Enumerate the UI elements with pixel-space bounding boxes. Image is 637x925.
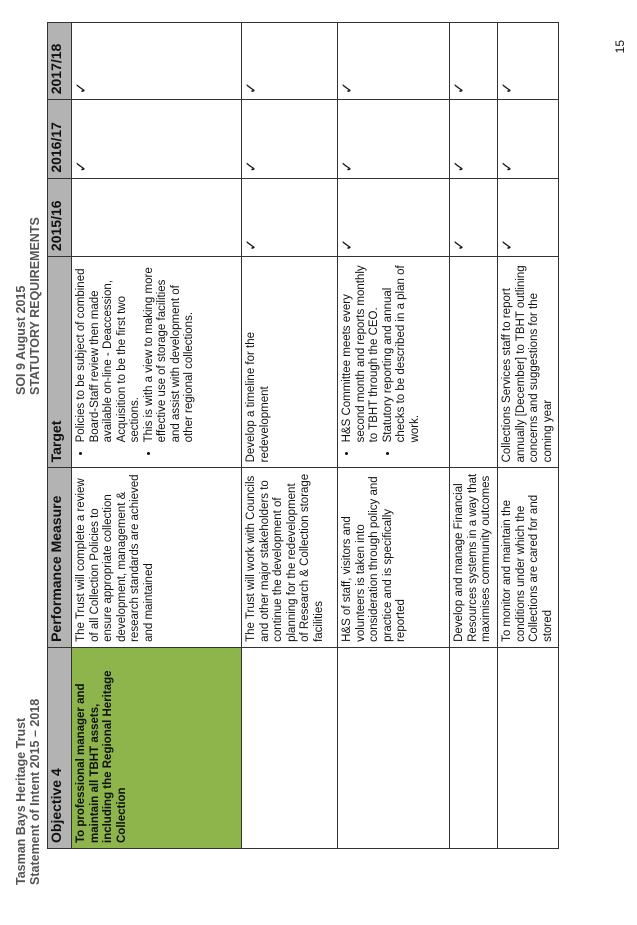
target-list (341, 262, 422, 462)
check-2016-17: ✓ (450, 100, 498, 178)
check-2016-17: ✓ (498, 100, 559, 178)
page-number: 15 (613, 40, 627, 54)
header-objective: Objective 4 (48, 647, 72, 848)
check-2016-17: ✓ (72, 100, 242, 178)
objective-cell-empty (498, 647, 559, 848)
performance-measure-cell: The Trust will complete a review of all Collection Policies to ensure appropriate collection development, management & research standards are achieved and maintained (72, 468, 242, 648)
objective-cell: To professional manager and maintain all TBHT assets, including the Regional Heritage Collection (72, 647, 242, 848)
table-row (450, 23, 498, 849)
table-row (338, 23, 450, 849)
target-cell: Collections Services staff to report annually [December] to TBHT outlining concerns and suggestions for the coming year (498, 257, 559, 468)
table-header-row (48, 23, 72, 849)
check-2016-17: ✓ (338, 100, 450, 178)
performance-measure-cell: Develop and manage Financial Resources systems in a way that maximises community outcomes (450, 468, 498, 648)
check-2016-17: ✓ (242, 100, 338, 178)
table-row (498, 23, 559, 849)
target-list (75, 262, 197, 462)
check-2017-18: ✓ (338, 23, 450, 100)
section-title: STATUTORY REQUIREMENTS (28, 217, 42, 395)
objective-cell-empty (242, 647, 338, 848)
target-cell (72, 257, 242, 468)
table-row (72, 23, 242, 849)
document-title: Statement of Intent 2015 – 2018 (28, 698, 42, 885)
performance-measure-cell: H&S of staff, visitors and volunteers is taken into consideration through policy and practice and is specifically reported (338, 468, 450, 648)
header-target: Target (48, 257, 72, 468)
table-row (242, 23, 338, 849)
header-year-2016-17: 2016/17 (48, 100, 72, 178)
target-cell (338, 257, 450, 468)
header-year-2015-16: 2015/16 (48, 178, 72, 256)
objective-cell-empty (450, 647, 498, 848)
organisation-name: Tasman Bays Heritage Trust (14, 717, 28, 885)
check-2017-18: ✓ (242, 23, 338, 100)
objective-cell-empty (338, 647, 450, 848)
document-header-center (14, 217, 42, 395)
soi-date: SOI 9 August 2015 (14, 285, 28, 395)
target-item: • H&S Committee meets every second month and reports monthly to TBHT through the CEO. (341, 262, 382, 442)
objective-table (47, 22, 559, 849)
target-item: • Statutory reporting and annual checks to be described in a plan of work. (382, 262, 423, 442)
header-year-2017-18: 2017/18 (48, 23, 72, 100)
target-item: • This is with a view to making more effective use of storage facilities and assist with development of other regional collections. (143, 262, 197, 442)
target-cell (450, 257, 498, 468)
check-2015-16: ✓ (338, 178, 450, 256)
check-2015-16: ✓ (242, 178, 338, 256)
check-2017-18: ✓ (498, 23, 559, 100)
check-2015-16 (72, 178, 242, 256)
check-2017-18: ✓ (72, 23, 242, 100)
check-2015-16: ✓ (498, 178, 559, 256)
performance-measure-cell: The Trust will work with Councils and other major stakeholders to continue the development of planning for the redevelopment of Research & Collection storage facilities (242, 468, 338, 648)
target-item: • Policies to be subject of combined Board-Staff review then made available on-line - Deaccession, Acquisition to be the first two sections. (75, 262, 143, 442)
header-performance-measure: Performance Measure (48, 468, 72, 648)
performance-measure-cell: To monitor and maintain the conditions under which the Collections are cared for and stored (498, 468, 559, 648)
document-header-left (14, 699, 42, 885)
check-2017-18: ✓ (450, 23, 498, 100)
target-cell: Develop a timeline for the redevelopment (242, 257, 338, 468)
check-2015-16: ✓ (450, 178, 498, 256)
